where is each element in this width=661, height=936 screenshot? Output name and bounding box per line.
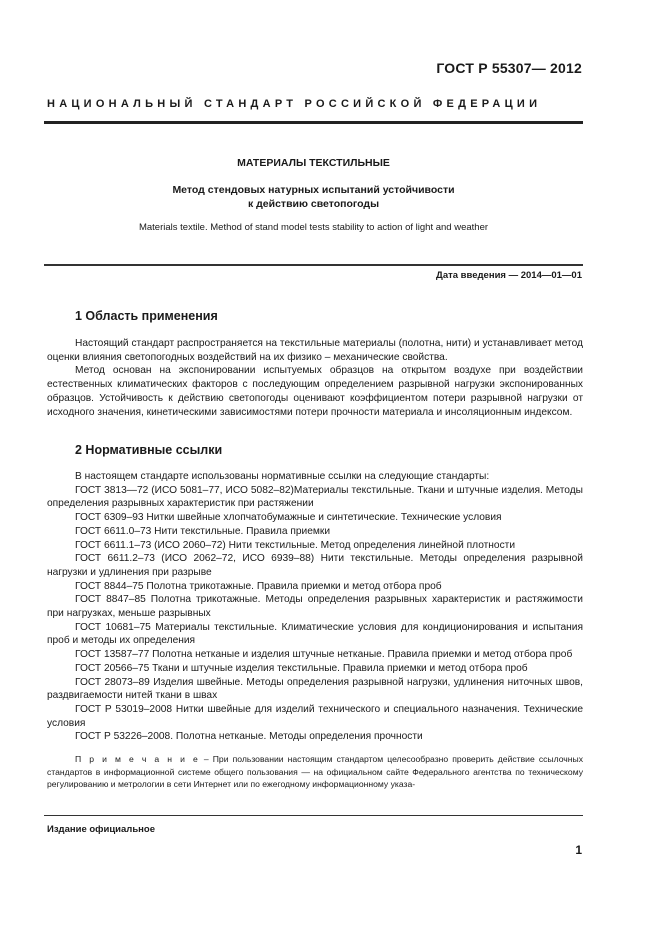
note-label: П р и м е ч а н и е	[75, 754, 200, 764]
subtitle-line-1: Метод стендовых натурных испытаний устойчивости	[172, 184, 455, 196]
reference-item: ГОСТ 20566–75 Ткани и штучные изделия текстильные. Правила приемки и метод отбора проб	[75, 662, 528, 674]
header-divider	[44, 121, 583, 124]
reference-item: ГОСТ 10681–75 Материалы текстильные. Климатические условия для кондиционирования и испытания проб и методы их определения	[47, 621, 583, 647]
section-2-body	[47, 470, 583, 744]
note	[47, 753, 583, 791]
reference-item: ГОСТ 8844–75 Полотна трикотажные. Правила приемки и метод отбора проб	[75, 580, 442, 592]
section-2-intro: В настоящем стандарте использованы нормативные ссылки на следующие стандарты:	[75, 471, 490, 482]
section-1-heading: 1 Область применения	[75, 309, 218, 323]
reference-item: ГОСТ 13587–77 Полотна нетканые и изделия штучные нетканые. Правила приемки и метод отбора проб	[75, 649, 573, 661]
reference-item: ГОСТ 6611.1–73 (ИСО 2060–72) Нити текстильные. Метод определения линейной плотности	[75, 539, 516, 551]
page-number: 1	[575, 843, 582, 857]
section-2-heading: 2 Нормативные ссылки	[75, 443, 223, 457]
reference-item: ГОСТ 28073–89 Изделия швейные. Методы определения разрывной нагрузки, удлинения ниточных швов, раздвигаемости нитей ткани в швах	[47, 676, 583, 702]
section-1-body	[47, 337, 583, 419]
reference-item: ГОСТ 3813—72 (ИСО 5081–77, ИСО 5082–82)Материалы текстильные. Ткани и штучные изделия. Методы определения разрывных характеристик при растяжении	[47, 484, 583, 510]
document-number: ГОСТ Р 55307— 2012	[436, 60, 582, 76]
reference-item: ГОСТ 8847–85 Полотна трикотажные. Методы определения разрывных характеристик и растяжимости при нагрузках, меньше разрывных	[47, 594, 583, 620]
document-subtitle	[44, 183, 583, 211]
reference-item: ГОСТ 6309–93 Нитки швейные хлопчатобумажные и синтетические. Технические условия	[75, 512, 502, 524]
note-text: – При пользовании настоящим стандартом целесообразно проверить действие ссылочных стандартов в информационной системе общего пользования — на официальном сайте Федерального агентства по техническому регулированию и метрологии в сети Интернет или по ежегодному информационному указа-	[47, 754, 584, 790]
section-1-paragraph-1: Настоящий стандарт распространяется на текстильные материалы (полотна, нити) и устанавливает метод оценки влияния светопогодных воздействий на их физико – механические свойства.	[47, 338, 583, 363]
section-1-paragraph-2: Метод основан на экспонировании испытуемых образцов на открытом воздухе при воздействии естественных климатических факторов с последующим определением разрывной нагрузки экспонированных образцов. Устойчивость к действию светопогоды оценивают коэффициентом потери разрывной нагрузки от исходного значения, кинетическими зависимостями потери прочности материала и инсоляционным индексом.	[47, 365, 583, 418]
official-edition-label: Издание официальное	[47, 824, 155, 835]
national-standard-title: НАЦИОНАЛЬНЫЙ СТАНДАРТ РОССИЙСКОЙ ФЕДЕРАЦИИ	[47, 98, 542, 110]
document-title: МАТЕРИАЛЫ ТЕКСТИЛЬНЫЕ	[237, 157, 390, 169]
subtitle-line-2: к действию светопогоды	[247, 198, 380, 210]
introduction-date: Дата введения — 2014—01—01	[436, 270, 582, 281]
reference-item: ГОСТ Р 53019–2008 Нитки швейные для изделий технического и специального назначения. Технические условия	[47, 703, 583, 729]
note-paragraph	[47, 753, 583, 791]
reference-item: ГОСТ Р 53226–2008. Полотна нетканые. Методы определения прочности	[75, 731, 423, 743]
reference-item: ГОСТ 6611.0–73 Нити текстильные. Правила приемки	[75, 525, 331, 537]
title-divider	[44, 264, 583, 266]
footer-divider	[44, 815, 583, 816]
english-title: Materials textile. Method of stand model tests stability to action of light and weather	[138, 222, 489, 233]
reference-item: ГОСТ 6611.2–73 (ИСО 2062–72, ИСО 6939–88) Нити текстильные. Методы определения разрывной нагрузки и удлинения при разрыве	[47, 553, 583, 578]
